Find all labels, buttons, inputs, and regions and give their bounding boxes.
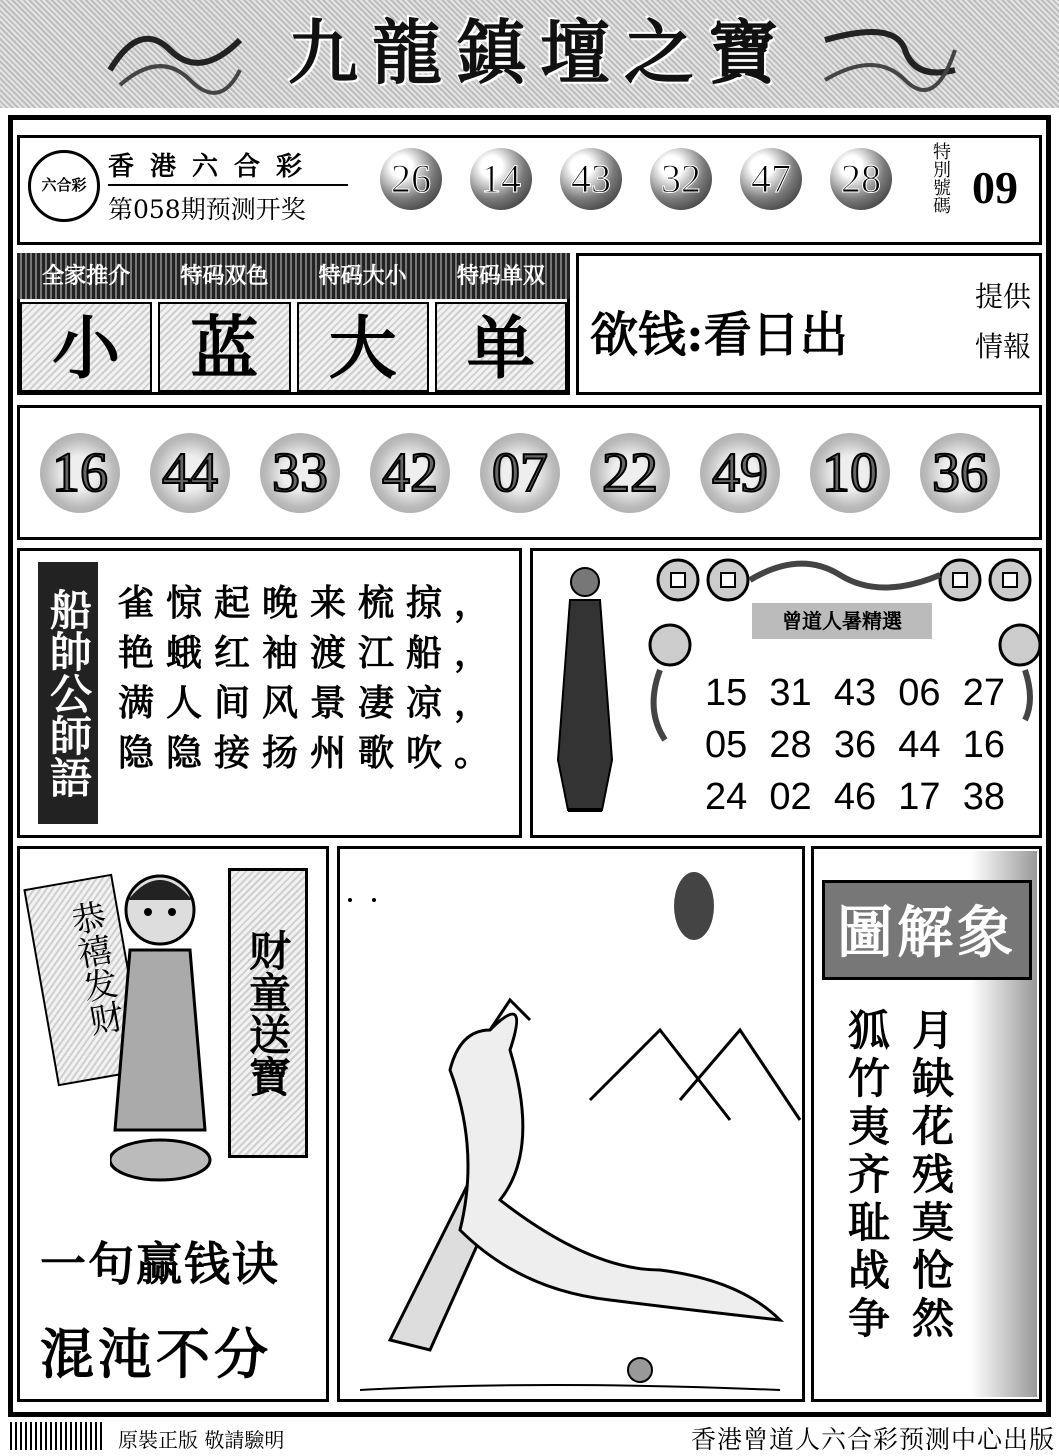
grey-ball: 36 [920,433,1000,513]
money-text: 欲钱:看日出 [590,307,848,363]
barcode-icon [10,1422,102,1450]
picks-header: 特码双色 [180,263,269,289]
scroll-text: 恭禧发财 [23,874,146,1087]
zeng-number: 31 [769,672,812,714]
zeng-number: 27 [962,672,1005,714]
zeng-figure-icon [540,560,630,820]
zeng-number: 43 [833,672,877,714]
grey-ball: 22 [590,433,670,513]
picks-header-bar [17,253,570,299]
zeng-number: 24 [705,776,748,818]
lottery-logo: 六合彩 [28,150,100,222]
puzzle-title: 圖解象 [822,880,1032,980]
zeng-row [705,776,1005,828]
ball: 14 [470,148,532,210]
child-quote-2: 混沌不分 [40,1322,272,1386]
picks-values [20,302,567,392]
poem-line: 艳蛾红袖渡江船， [118,632,503,674]
zeng-row [705,672,1005,724]
grey-ball: 49 [700,433,780,513]
poem-line: 满人间风景凄凉， [118,682,503,724]
lizard-drawing-icon [340,850,802,1400]
grey-ball: 33 [260,433,340,513]
report-label: 情報 [975,330,1032,363]
special-label: 特別號碼 [930,142,951,214]
ball: 26 [380,148,442,210]
grey-ball: 42 [370,433,450,513]
child-figure-icon [110,860,220,1190]
poem-title: 船帥公師語 [38,562,98,824]
poem-line: 雀惊起晚来梳掠， [118,582,503,624]
banner-title: 九龍鎮壇之寶 [288,11,792,94]
puzzle-col-left: 狐竹夷齐耻战争 [842,1008,891,1344]
zeng-number: 46 [833,776,877,818]
provider-label: 提供 [975,280,1032,313]
ball: 28 [830,148,892,210]
pick-value: 小 [20,302,152,392]
zeng-number: 17 [898,776,941,818]
pick-value: 大 [297,302,429,392]
winning-balls [380,148,892,210]
dragon-left-icon [100,10,250,100]
zeng-row [705,724,1005,776]
footer-left: 原裝正版 敬請驗明 [118,1428,285,1452]
zeng-number: 06 [898,672,941,714]
child-quote-1: 一句赢钱诀 [40,1237,280,1291]
pick-value: 蓝 [158,302,290,392]
poem-lines [118,578,513,788]
zeng-number: 05 [705,724,748,766]
picks-header: 特码大小 [318,263,407,289]
grey-ball: 10 [810,433,890,513]
zeng-numbers [705,672,1005,828]
zeng-number: 44 [898,724,941,766]
zeng-number: 15 [705,672,748,714]
picks-header: 全家推介 [42,263,131,289]
zeng-number: 02 [769,776,812,818]
poem-line: 隐隐接扬州歌吹。 [118,732,503,774]
grey-ball: 07 [480,433,560,513]
zeng-number: 16 [962,724,1005,766]
ball: 43 [560,148,622,210]
grey-ball: 44 [150,433,230,513]
zeng-number: 28 [769,724,812,766]
zeng-title: 曾道人暑精選 [752,603,932,639]
zeng-number: 38 [962,776,1005,818]
child-title: 财童送寶 [228,868,308,1158]
footer-right: 香港曾道人六合彩预测中心出版 [690,1425,1055,1454]
puzzle-col-right: 月缺花残莫怆然 [906,1008,955,1344]
picks-header: 特码单双 [456,263,545,289]
lottery-name: 香港六合彩 [108,146,348,186]
zeng-number: 36 [833,724,877,766]
dragon-right-icon [815,10,965,100]
ball: 32 [650,148,712,210]
special-ball: 09 [972,162,1018,213]
grey-ball: 16 [40,433,120,513]
pick-value: 单 [435,302,567,392]
grey-balls [40,433,1000,513]
ball: 47 [740,148,802,210]
lottery-issue: 第058期预测开奖 [108,195,306,224]
